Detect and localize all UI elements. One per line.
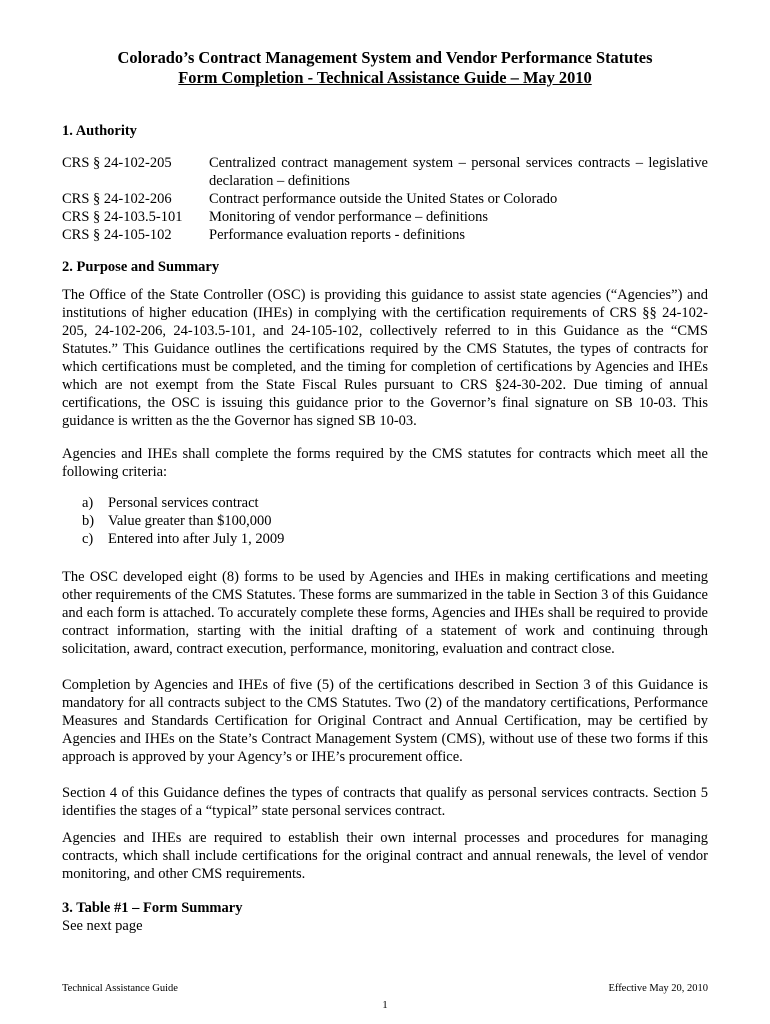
statute-row [62, 190, 708, 208]
statute-cite: CRS § 24-105-102 [62, 227, 172, 243]
criteria-text: Personal services contract [108, 495, 259, 511]
table-note: See next page [62, 918, 143, 934]
criteria-letter: b) [82, 513, 95, 529]
statute-description: Monitoring of vendor performance – definitions [209, 209, 489, 225]
document-title [62, 48, 708, 88]
statute-description: Contract performance outside the United States or Colorado [209, 191, 558, 207]
criteria-item [82, 494, 708, 512]
document-page [62, 48, 708, 935]
criteria-item [82, 530, 708, 548]
purpose-paragraph-2: Agencies and IHEs shall complete the forms required by the CMS statutes for contracts which meet all the following criteria: [62, 446, 708, 480]
purpose-paragraph-5: Section 4 of this Guidance defines the types of contracts that qualify as personal services contracts. Section 5 identifies the stages of a “typical” state personal services contract. [62, 785, 708, 819]
purpose-paragraph-6: Agencies and IHEs are required to establish their own internal processes and procedures for managing contracts, which shall include certifications for the original contract and annual renewals, the level of vendor monitoring, and other CMS requirements. [62, 830, 708, 882]
criteria-text: Value greater than $100,000 [108, 513, 272, 529]
section-heading-authority: 1. Authority [62, 123, 137, 139]
criteria-text: Entered into after July 1, 2009 [108, 531, 285, 547]
title-line-2: Form Completion - Technical Assistance Guide – May 2010 [178, 68, 592, 87]
statute-row [62, 154, 708, 190]
statute-description: Centralized contract management system – personal services contracts – legislative declaration – definitions [209, 155, 708, 189]
title-line-1: Colorado’s Contract Management System and Vendor Performance Statutes [117, 48, 653, 67]
statute-list [62, 154, 708, 244]
footer-left: Technical Assistance Guide [62, 983, 178, 994]
purpose-paragraph-1: The Office of the State Controller (OSC) is providing this guidance to assist state agencies (“Agencies”) and institutions of higher education (IHEs) in complying with the certification requirements of CRS §§ 24-102-205, 24-102-206, 24-103.5-101, and 24-105-102, collectively referred to in this Guidance as the “CMS Statutes.” This Guidance outlines the certifications required by the CMS Statutes, the types of contracts for which certifications must be completed, and the timing for completion of certifications by Agencies and IHEs which are not exempt from the State Fiscal Rules pursuant to CRS §24-30-202. Due timing of annual certifications, the OSC is issuing this guidance prior to the Governor’s final signature on SB 10-03. This guidance is written as the the Governor has signed SB 10-03. [62, 287, 708, 429]
page-number: 1 [382, 999, 388, 1011]
section-heading-purpose: 2. Purpose and Summary [62, 259, 220, 275]
purpose-paragraph-3: The OSC developed eight (8) forms to be used by Agencies and IHEs in making certifications and meeting other requirements of the CMS Statutes. These forms are summarized in the table in Section 3 of this Guidance and each form is attached. To accurately complete these forms, Agencies and IHEs shall be required to provide contract information, starting with the initial drafting of a statement of work and continuing through solicitation, award, contract execution, performance, monitoring, evaluation and contract close. [62, 569, 708, 657]
purpose-paragraph-4: Completion by Agencies and IHEs of five (5) of the certifications described in Section 3 of this Guidance is mandatory for all contracts subject to the CMS Statutes. Two (2) of the mandatory certifications, Performance Measures and Standards Certification for Original Contract and Annual Certification, may be certified by Agencies and IHEs on the State’s Contract Management System (CMS), without use of these two forms if this approach is approved by your Agency’s or IHE’s procurement office. [62, 677, 708, 765]
section-heading-table: 3. Table #1 – Form Summary [62, 900, 243, 916]
criteria-item [82, 512, 708, 530]
statute-cite: CRS § 24-103.5-101 [62, 209, 183, 225]
criteria-letter: c) [82, 531, 94, 547]
statute-row [62, 226, 708, 244]
footer-right: Effective May 20, 2010 [608, 983, 708, 994]
page-footer [62, 983, 708, 995]
statute-cite: CRS § 24-102-205 [62, 155, 172, 171]
statute-cite: CRS § 24-102-206 [62, 191, 172, 207]
criteria-letter: a) [82, 495, 94, 511]
statute-row [62, 208, 708, 226]
statute-description: Performance evaluation reports - definitions [209, 227, 466, 243]
criteria-list [82, 494, 708, 548]
